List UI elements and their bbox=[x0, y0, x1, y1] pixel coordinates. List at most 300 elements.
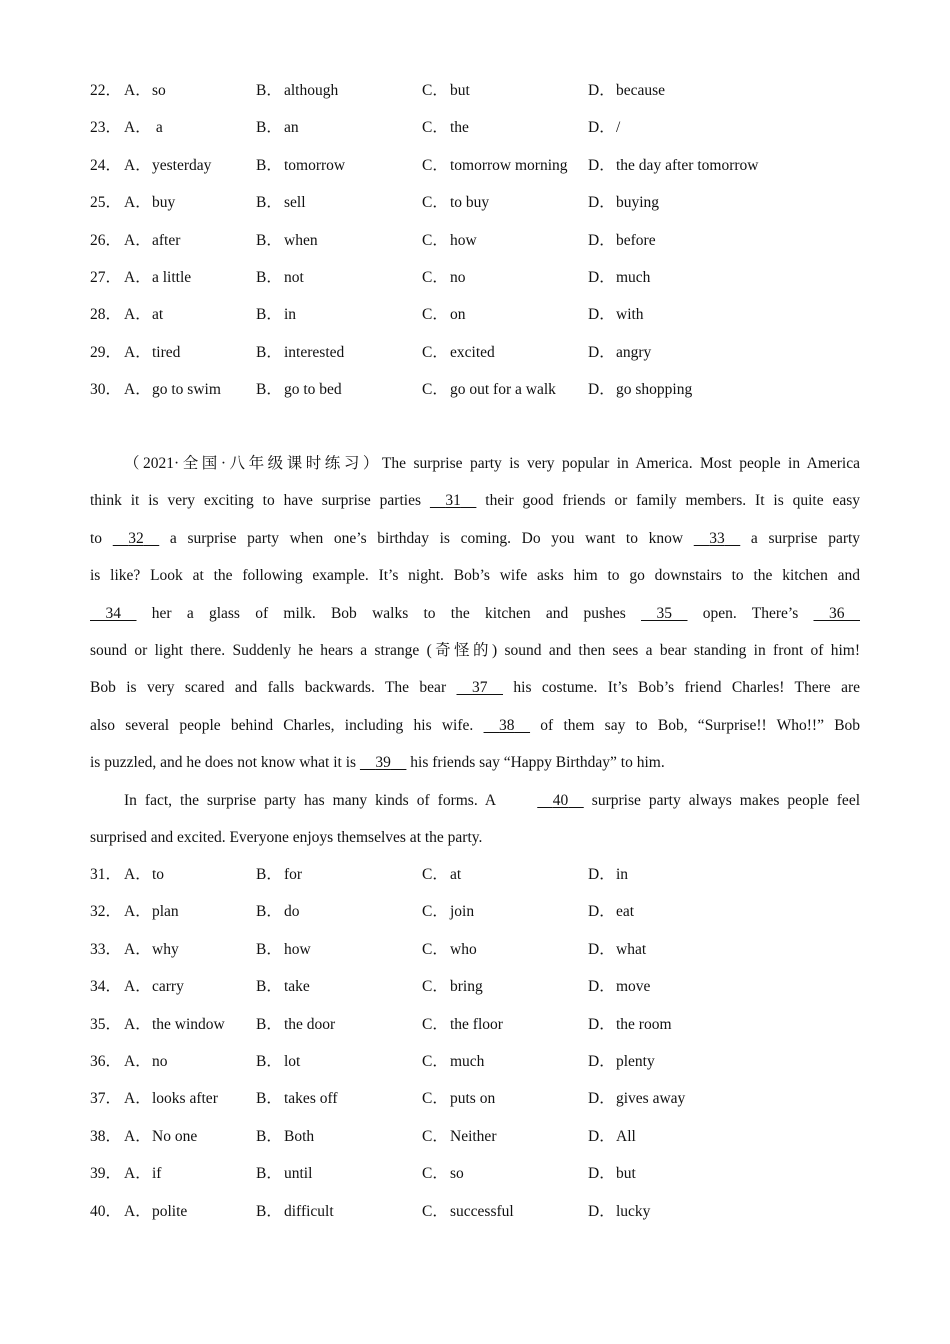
option-text: buy bbox=[152, 194, 176, 212]
passage-text: also several people behind Charles, including his wife. bbox=[90, 716, 474, 734]
option-letter: D． bbox=[588, 194, 615, 212]
option-text: All bbox=[616, 1127, 636, 1145]
passage-text: to bbox=[90, 529, 103, 547]
option-letter: A． bbox=[124, 119, 151, 137]
blank-37[interactable]: 37 bbox=[472, 679, 488, 697]
option-text: to bbox=[152, 866, 165, 883]
option-letter: D． bbox=[588, 1202, 615, 1220]
option-letter: C． bbox=[422, 269, 448, 286]
option-b[interactable] bbox=[256, 975, 310, 999]
option-text: looks after bbox=[152, 1090, 218, 1108]
option-letter: D． bbox=[588, 381, 615, 399]
option-letter: B． bbox=[256, 1202, 282, 1220]
option-letter: A． bbox=[124, 343, 151, 361]
passage-line bbox=[90, 527, 860, 564]
option-d[interactable] bbox=[588, 1200, 650, 1224]
option-c[interactable] bbox=[422, 1200, 514, 1224]
question-number: 30． bbox=[90, 381, 122, 399]
question-row bbox=[90, 191, 870, 215]
option-letter: D． bbox=[588, 1165, 615, 1183]
option-a[interactable] bbox=[124, 341, 180, 365]
question-row bbox=[90, 1200, 870, 1224]
option-letter: C． bbox=[422, 1202, 448, 1220]
passage-text: sound or light there. Suddenly he hears a strange (奇怪的) sound and then sees a bear standing in front of him! bbox=[90, 641, 860, 659]
option-text: No one bbox=[152, 1127, 198, 1145]
option-text: do bbox=[284, 903, 300, 921]
option-d[interactable] bbox=[588, 303, 644, 327]
option-letter: D． bbox=[588, 82, 615, 99]
question-number: 25． bbox=[90, 194, 122, 212]
option-letter: B． bbox=[256, 1165, 282, 1183]
passage-text: is like? Look at the following example. It’s night. Bob’s wife asks him to go downstairs to the kitchen and bbox=[90, 567, 860, 585]
option-letter: B． bbox=[256, 1015, 282, 1033]
option-d[interactable] bbox=[588, 975, 650, 999]
option-text: difficult bbox=[284, 1202, 334, 1220]
option-letter: B． bbox=[256, 194, 282, 212]
option-a[interactable] bbox=[124, 975, 184, 999]
option-c[interactable] bbox=[422, 1050, 484, 1074]
passage-line bbox=[90, 676, 860, 713]
option-text: so bbox=[450, 1165, 464, 1183]
option-b[interactable] bbox=[256, 1125, 314, 1149]
option-a[interactable] bbox=[124, 116, 163, 140]
option-letter: A． bbox=[124, 306, 151, 324]
blank-36[interactable]: 36 bbox=[829, 604, 845, 622]
question-row bbox=[90, 341, 870, 365]
option-text: so bbox=[152, 82, 166, 99]
blank-34[interactable]: 34 bbox=[105, 604, 121, 622]
option-text: although bbox=[284, 82, 339, 99]
option-b[interactable] bbox=[256, 79, 338, 103]
option-b[interactable] bbox=[256, 154, 345, 178]
question-number: 35． bbox=[90, 1015, 122, 1033]
option-c[interactable] bbox=[422, 863, 461, 887]
option-letter: A． bbox=[124, 1202, 151, 1220]
question-row bbox=[90, 378, 870, 402]
option-text: the room bbox=[616, 1015, 672, 1033]
passage-text: Bob is very scared and falls backwards. The bear bbox=[90, 679, 447, 697]
option-letter: D． bbox=[588, 231, 615, 249]
option-text: yesterday bbox=[152, 156, 212, 174]
option-text: no bbox=[152, 1053, 168, 1070]
option-letter: A． bbox=[124, 1090, 151, 1108]
blank-38[interactable]: 38 bbox=[499, 716, 515, 734]
option-text: but bbox=[616, 1165, 636, 1183]
question-number: 28． bbox=[90, 306, 122, 324]
passage-text: In fact, the surprise party has many kinds of forms. A bbox=[124, 791, 496, 809]
option-text: the door bbox=[284, 1015, 336, 1033]
option-a[interactable] bbox=[124, 900, 179, 924]
option-a[interactable] bbox=[124, 1125, 197, 1149]
option-text: go out for a walk bbox=[450, 381, 556, 399]
option-text: take bbox=[284, 978, 310, 996]
option-letter: D． bbox=[588, 1090, 615, 1108]
option-text: go shopping bbox=[616, 381, 693, 399]
option-letter: B． bbox=[256, 231, 282, 249]
option-letter: B． bbox=[256, 156, 282, 174]
option-a[interactable] bbox=[124, 266, 191, 290]
option-c[interactable] bbox=[422, 303, 466, 327]
option-letter: D． bbox=[588, 940, 615, 958]
blank-32[interactable]: 32 bbox=[128, 529, 144, 547]
option-c[interactable] bbox=[422, 116, 469, 140]
passage-text: open. There’s bbox=[702, 604, 799, 622]
passage-text: his friends say “Happy Birthday” to him. bbox=[410, 754, 665, 772]
passage-text: surprised and excited. Everyone enjoys themselves at the party. bbox=[90, 828, 483, 846]
cloze-passage bbox=[90, 452, 860, 863]
option-text: a bbox=[152, 119, 163, 137]
option-text: what bbox=[616, 940, 647, 958]
option-a[interactable] bbox=[124, 1087, 218, 1111]
option-a[interactable] bbox=[124, 154, 211, 178]
option-letter: C． bbox=[422, 978, 448, 996]
option-text: move bbox=[616, 978, 651, 996]
option-b[interactable] bbox=[256, 1162, 312, 1186]
option-letter: C． bbox=[422, 156, 448, 174]
question-number: 23． bbox=[90, 119, 122, 137]
option-letter: B． bbox=[256, 1053, 282, 1070]
option-c[interactable] bbox=[422, 154, 568, 178]
option-c[interactable] bbox=[422, 1125, 496, 1149]
blank-33[interactable]: 33 bbox=[709, 529, 725, 547]
question-number: 39． bbox=[90, 1165, 122, 1183]
option-c[interactable] bbox=[422, 191, 489, 215]
option-text: plenty bbox=[616, 1053, 655, 1070]
blank-40[interactable]: 40 bbox=[552, 791, 569, 809]
option-text: much bbox=[450, 1053, 485, 1070]
option-letter: A． bbox=[124, 1165, 151, 1183]
option-text: eat bbox=[616, 903, 635, 921]
option-letter: D． bbox=[588, 119, 615, 137]
option-d[interactable] bbox=[588, 1087, 685, 1111]
option-letter: C． bbox=[422, 82, 448, 99]
option-text: interested bbox=[284, 343, 345, 361]
option-text: tired bbox=[152, 343, 181, 361]
option-text: carry bbox=[152, 978, 184, 996]
option-b[interactable] bbox=[256, 1087, 338, 1111]
passage-text: her a glass of milk. Bob walks to the kitchen and pushes bbox=[151, 604, 626, 622]
question-row bbox=[90, 229, 870, 253]
option-c[interactable] bbox=[422, 378, 556, 402]
passage-text: is puzzled, and he does not know what it is bbox=[90, 754, 357, 772]
option-b[interactable] bbox=[256, 341, 344, 365]
option-c[interactable] bbox=[422, 1162, 464, 1186]
option-d[interactable] bbox=[588, 1162, 636, 1186]
option-text: lot bbox=[284, 1053, 301, 1070]
option-text: angry bbox=[616, 343, 652, 361]
option-text: Neither bbox=[450, 1127, 497, 1145]
question-row bbox=[90, 938, 870, 962]
option-text: the floor bbox=[450, 1015, 503, 1033]
passage-line bbox=[90, 639, 860, 676]
blank-39[interactable]: 39 bbox=[375, 754, 391, 772]
option-c[interactable] bbox=[422, 938, 477, 962]
passage-text: （2021·全国·八年级课时练习）The surprise party is very popular in America. Most people in America bbox=[124, 455, 860, 472]
option-b[interactable] bbox=[256, 863, 302, 887]
option-letter: C． bbox=[422, 1053, 448, 1070]
option-text: excited bbox=[450, 343, 495, 361]
option-text: sell bbox=[284, 194, 306, 212]
option-letter: A． bbox=[124, 381, 151, 399]
question-number: 33． bbox=[90, 940, 122, 958]
option-b[interactable] bbox=[256, 1200, 334, 1224]
passage-text: a surprise party bbox=[750, 529, 861, 547]
option-a[interactable] bbox=[124, 191, 175, 215]
question-row bbox=[90, 1013, 870, 1037]
option-text: tomorrow morning bbox=[450, 156, 568, 174]
option-c[interactable] bbox=[422, 341, 495, 365]
question-row bbox=[90, 154, 870, 178]
option-text: not bbox=[284, 269, 304, 286]
option-letter: D． bbox=[588, 1053, 615, 1070]
option-text: no bbox=[450, 269, 466, 286]
option-d[interactable] bbox=[588, 1125, 636, 1149]
option-text: in bbox=[616, 866, 629, 883]
question-row bbox=[90, 1162, 870, 1186]
option-letter: D． bbox=[588, 343, 615, 361]
passage-line bbox=[90, 489, 860, 526]
option-b[interactable] bbox=[256, 378, 342, 402]
option-d[interactable] bbox=[588, 229, 656, 253]
option-text: lucky bbox=[616, 1202, 651, 1220]
question-number: 38． bbox=[90, 1127, 122, 1145]
option-text: polite bbox=[152, 1202, 188, 1220]
passage-text: their good friends or family members. It is quite easy bbox=[485, 492, 861, 510]
option-letter: A． bbox=[124, 269, 151, 286]
option-letter: C． bbox=[422, 1165, 448, 1183]
question-row bbox=[90, 975, 870, 999]
question-row bbox=[90, 1087, 870, 1111]
question-number: 34． bbox=[90, 978, 122, 996]
option-text: the window bbox=[152, 1015, 225, 1033]
question-number: 27． bbox=[90, 269, 122, 286]
option-text: to buy bbox=[450, 194, 490, 212]
option-letter: C． bbox=[422, 381, 448, 399]
option-letter: C． bbox=[422, 306, 448, 324]
passage-text: his costume. It’s Bob’s friend Charles! There are bbox=[513, 679, 860, 697]
option-text: but bbox=[450, 82, 470, 99]
option-text: gives away bbox=[616, 1090, 686, 1108]
option-letter: A． bbox=[124, 1127, 151, 1145]
option-text: bring bbox=[450, 978, 483, 996]
option-letter: A． bbox=[124, 194, 151, 212]
option-letter: B． bbox=[256, 269, 282, 286]
option-d[interactable] bbox=[588, 1013, 672, 1037]
option-c[interactable] bbox=[422, 975, 483, 999]
option-letter: A． bbox=[124, 1053, 151, 1070]
option-text: an bbox=[284, 119, 299, 137]
question-row bbox=[90, 303, 870, 327]
option-letter: A． bbox=[124, 1015, 151, 1033]
option-letter: A． bbox=[124, 231, 151, 249]
option-text: until bbox=[284, 1165, 313, 1183]
option-letter: A． bbox=[124, 903, 151, 921]
passage-line bbox=[90, 452, 860, 489]
option-letter: D． bbox=[588, 903, 615, 921]
question-row bbox=[90, 116, 870, 140]
option-d[interactable] bbox=[588, 116, 620, 140]
option-text: puts on bbox=[450, 1090, 496, 1108]
question-number: 29． bbox=[90, 343, 122, 361]
blank-35[interactable]: 35 bbox=[656, 604, 672, 622]
option-text: join bbox=[450, 903, 475, 921]
option-a[interactable] bbox=[124, 1013, 225, 1037]
option-letter: B． bbox=[256, 306, 282, 324]
question-row bbox=[90, 1125, 870, 1149]
option-text: buying bbox=[616, 194, 660, 212]
passage-line bbox=[90, 564, 860, 601]
option-text: at bbox=[450, 866, 462, 883]
passage-text: a surprise party when one’s birthday is coming. Do you want to know bbox=[169, 529, 684, 547]
passage-text: think it is very exciting to have surprise parties bbox=[90, 492, 421, 510]
option-b[interactable] bbox=[256, 1013, 335, 1037]
passage-line bbox=[90, 789, 860, 826]
option-c[interactable] bbox=[422, 79, 470, 103]
option-text: go to bed bbox=[284, 381, 342, 399]
option-b[interactable] bbox=[256, 229, 318, 253]
option-text: if bbox=[152, 1165, 162, 1183]
option-text: at bbox=[152, 306, 164, 324]
option-c[interactable] bbox=[422, 229, 477, 253]
option-text: with bbox=[616, 306, 644, 324]
option-letter: D． bbox=[588, 269, 615, 286]
option-letter: C． bbox=[422, 194, 448, 212]
question-row bbox=[90, 863, 870, 887]
question-number: 26． bbox=[90, 231, 122, 249]
option-d[interactable] bbox=[588, 900, 634, 924]
option-d[interactable] bbox=[588, 79, 665, 103]
option-letter: C． bbox=[422, 1090, 448, 1108]
option-b[interactable] bbox=[256, 266, 304, 290]
option-letter: C． bbox=[422, 940, 448, 958]
option-text: much bbox=[616, 269, 651, 286]
option-text: the bbox=[450, 119, 469, 137]
question-row bbox=[90, 266, 870, 290]
option-b[interactable] bbox=[256, 900, 300, 924]
option-a[interactable] bbox=[124, 1050, 168, 1074]
option-b[interactable] bbox=[256, 1050, 300, 1074]
option-d[interactable] bbox=[588, 938, 646, 962]
question-number: 40． bbox=[90, 1202, 122, 1220]
option-text: why bbox=[152, 940, 179, 958]
option-c[interactable] bbox=[422, 1087, 495, 1111]
option-d[interactable] bbox=[588, 266, 650, 290]
option-letter: B． bbox=[256, 903, 282, 921]
option-b[interactable] bbox=[256, 938, 311, 962]
option-letter: A． bbox=[124, 866, 151, 883]
option-letter: A． bbox=[124, 978, 151, 996]
option-d[interactable] bbox=[588, 154, 758, 178]
option-d[interactable] bbox=[588, 1050, 655, 1074]
option-d[interactable] bbox=[588, 378, 692, 402]
option-a[interactable] bbox=[124, 1162, 161, 1186]
option-text: in bbox=[284, 306, 297, 324]
option-letter: B． bbox=[256, 343, 282, 361]
option-text: a little bbox=[152, 269, 192, 286]
option-a[interactable] bbox=[124, 938, 179, 962]
option-letter: C． bbox=[422, 1015, 448, 1033]
option-letter: B． bbox=[256, 381, 282, 399]
option-letter: D． bbox=[588, 306, 615, 324]
option-text: takes off bbox=[284, 1090, 338, 1108]
option-c[interactable] bbox=[422, 1013, 503, 1037]
option-a[interactable] bbox=[124, 378, 221, 402]
option-a[interactable] bbox=[124, 79, 166, 103]
option-letter: D． bbox=[588, 1015, 615, 1033]
question-number: 24． bbox=[90, 156, 122, 174]
option-a[interactable] bbox=[124, 303, 163, 327]
option-text: how bbox=[284, 940, 311, 958]
option-letter: A． bbox=[124, 156, 151, 174]
option-d[interactable] bbox=[588, 863, 628, 887]
option-text: plan bbox=[152, 903, 179, 921]
passage-line bbox=[90, 751, 860, 788]
question-row bbox=[90, 1050, 870, 1074]
option-letter: B． bbox=[256, 978, 282, 996]
option-letter: B． bbox=[256, 1090, 282, 1108]
option-b[interactable] bbox=[256, 116, 299, 140]
option-text: before bbox=[616, 231, 656, 249]
option-text: Both bbox=[284, 1127, 315, 1145]
option-text: when bbox=[284, 231, 318, 249]
option-c[interactable] bbox=[422, 266, 466, 290]
question-number: 22． bbox=[90, 82, 122, 99]
passage-text: of them say to Bob, “Surprise!! Who!!” Bob bbox=[540, 716, 861, 734]
option-letter: B． bbox=[256, 866, 282, 883]
option-text: who bbox=[450, 940, 477, 958]
option-letter: A． bbox=[124, 82, 151, 99]
option-letter: D． bbox=[588, 1127, 615, 1145]
option-a[interactable] bbox=[124, 1200, 187, 1224]
option-b[interactable] bbox=[256, 191, 306, 215]
option-a[interactable] bbox=[124, 863, 164, 887]
option-letter: C． bbox=[422, 119, 448, 137]
option-text: successful bbox=[450, 1202, 514, 1220]
option-letter: D． bbox=[588, 156, 615, 174]
option-letter: D． bbox=[588, 866, 615, 883]
option-d[interactable] bbox=[588, 341, 651, 365]
option-c[interactable] bbox=[422, 900, 474, 924]
option-letter: B． bbox=[256, 119, 282, 137]
question-number: 36． bbox=[90, 1053, 122, 1070]
question-number: 31． bbox=[90, 866, 122, 883]
passage-line bbox=[90, 714, 860, 751]
option-letter: C． bbox=[422, 231, 448, 249]
option-text: the day after tomorrow bbox=[616, 156, 759, 174]
option-letter: B． bbox=[256, 1127, 282, 1145]
option-text: because bbox=[616, 82, 666, 99]
passage-line bbox=[90, 602, 860, 639]
option-text: after bbox=[152, 231, 181, 249]
option-letter: C． bbox=[422, 343, 448, 361]
option-text: tomorrow bbox=[284, 156, 346, 174]
option-letter: D． bbox=[588, 978, 615, 996]
option-d[interactable] bbox=[588, 191, 659, 215]
question-row bbox=[90, 900, 870, 924]
option-text: how bbox=[450, 231, 477, 249]
option-a[interactable] bbox=[124, 229, 180, 253]
blank-31[interactable]: 31 bbox=[445, 492, 461, 510]
passage-text: surprise party always makes people feel bbox=[591, 791, 860, 809]
option-text: for bbox=[284, 866, 303, 883]
passage-line bbox=[90, 826, 860, 863]
option-letter: B． bbox=[256, 82, 282, 99]
option-b[interactable] bbox=[256, 303, 296, 327]
option-text: / bbox=[616, 119, 621, 137]
question-number: 37． bbox=[90, 1090, 122, 1108]
option-letter: C． bbox=[422, 1127, 448, 1145]
option-letter: A． bbox=[124, 940, 151, 958]
